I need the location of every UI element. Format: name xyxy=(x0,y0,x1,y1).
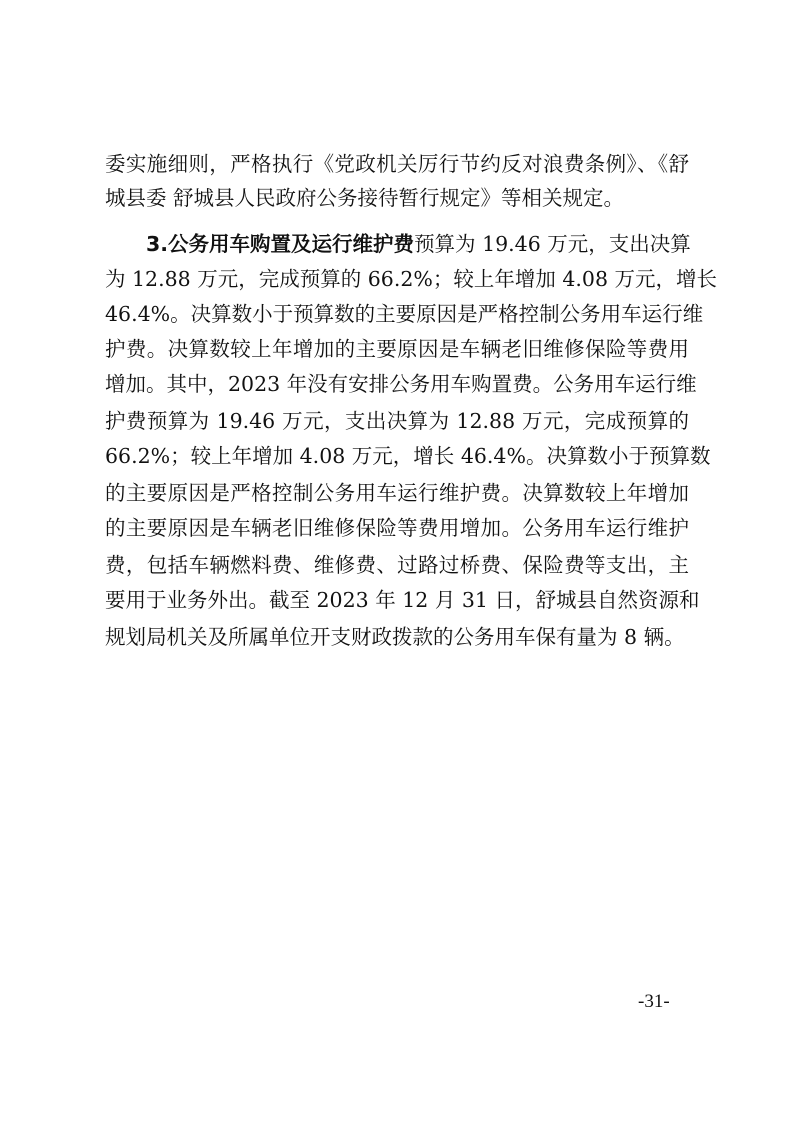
body-text-line: 66.2%；较上年增加 4.08 万元，增长 46.4%。决算数小于预算数 xyxy=(105,444,711,468)
body-text-line: 费，包括车辆燃料费、维修费、过路过桥费、保险费等支出，主 xyxy=(105,553,689,577)
body-text-line: 护费预算为 19.46 万元，支出决算为 12.88 万元，完成预算的 xyxy=(105,409,689,433)
section-heading: 3.公务用车购置及运行维护费 xyxy=(146,232,415,256)
body-text-line: 规划局机关及所属单位开支财政拨款的公务用车保有量为 8 辆。 xyxy=(105,625,685,649)
body-text-line: 的主要原因是车辆老旧维修保险等费用增加。公务用车运行维护 xyxy=(105,516,689,540)
page-number: -31- xyxy=(638,991,670,1012)
section-first-line-text: 预算为 19.46 万元，支出决算 xyxy=(414,232,691,256)
body-text-line: 增加。其中，2023 年没有安排公务用车购置费。公务用车运行维 xyxy=(105,372,697,396)
body-text-line: 的主要原因是严格控制公务用车运行维护费。决算数较上年增加 xyxy=(105,481,689,505)
body-text-line: 46.4%。决算数小于预算数的主要原因是严格控制公务用车运行维 xyxy=(105,302,704,326)
section-first-line xyxy=(146,228,689,260)
body-text-line: 城县委 舒城县人民政府公务接待暂行规定》等相关规定。 xyxy=(105,186,625,210)
body-text-line: 委实施细则，严格执行《党政机关厉行节约反对浪费条例》、《舒 xyxy=(105,152,689,176)
body-text-line: 护费。决算数较上年增加的主要原因是车辆老旧维修保险等费用 xyxy=(105,337,689,361)
body-text-line: 为 12.88 万元，完成预算的 66.2%；较上年增加 4.08 万元，增长 xyxy=(105,267,718,291)
body-text-line: 要用于业务外出。截至 2023 年 12 月 31 日，舒城县自然资源和 xyxy=(105,588,700,612)
